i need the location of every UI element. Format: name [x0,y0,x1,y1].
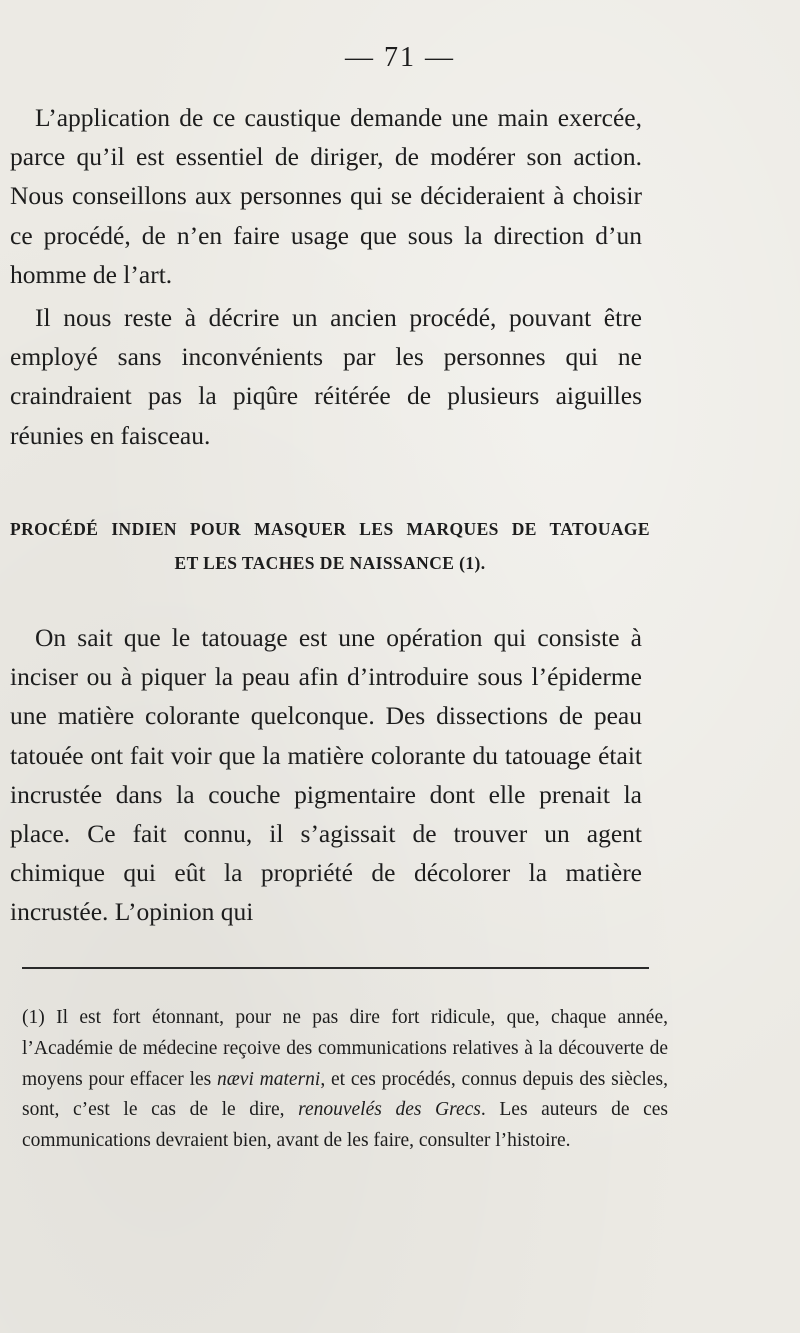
footnote-text-part-3: . Les auteurs de ces communications devraient bien, avant de les faire, consulter l’histoire. [22,1099,668,1152]
section-heading [10,512,650,580]
paragraph-3-text: On sait que le tatouage est une opération qui consiste à inciser ou à piquer la peau afin d’introduire sous l’épiderme une matière colorante quelconque. Des dissections de peau tatouée ont fait voir que la matière colorante du tatouage était incrustée dans la couche pigmentaire dont elle prenait la place. Ce fait connu, il s’agissait de trouver un agent chimique qui eût la propriété de décolorer la matière incrustée. L’opinion qui [10,623,642,927]
footnote-italic-1: nævi materni [217,1068,321,1090]
paragraph-2-text: Il nous reste à décrire un ancien procédé, pouvant être employé sans inconvénients par les personnes qui ne craindraient pas la piqûre réitérée de plusieurs aiguilles réunies en faisceau. [10,303,642,450]
paragraph-3 [10,618,642,932]
paragraph-2 [10,298,642,455]
footnote-text-part-1: (1) Il est fort étonnant, pour ne pas dire fort ridicule, que, chaque année, l’Académie de médecine reçoive des communications relatives à la découverte de moyens pour effacer les [22,1007,668,1090]
section-heading-line-2: ET LES TACHES DE NAISSANCE (1). [174,553,486,573]
footnote-italic-2: renouvelés des Grecs [298,1099,481,1121]
section-heading-line-1: PROCÉDÉ INDIEN POUR MASQUER LES MARQUES DE TATOUAGE [10,519,650,539]
footnote [22,1003,668,1157]
footnote-text [22,1003,668,1157]
paragraph-1-text: L’application de ce caustique demande une main exercée, parce qu’il est essentiel de diriger, de modérer son action. Nous conseillons aux personnes qui se décideraient à choisir ce procédé, de n’en faire usage que sous la direction d’un homme de l’art. [10,103,642,289]
page-number: — 71 — [345,42,455,73]
footnote-text-part-2: , et ces procédés, connus depuis des siècles, sont, c’est le cas de le dire, [22,1068,668,1121]
footnote-divider [22,967,649,969]
paragraph-1 [10,98,642,294]
